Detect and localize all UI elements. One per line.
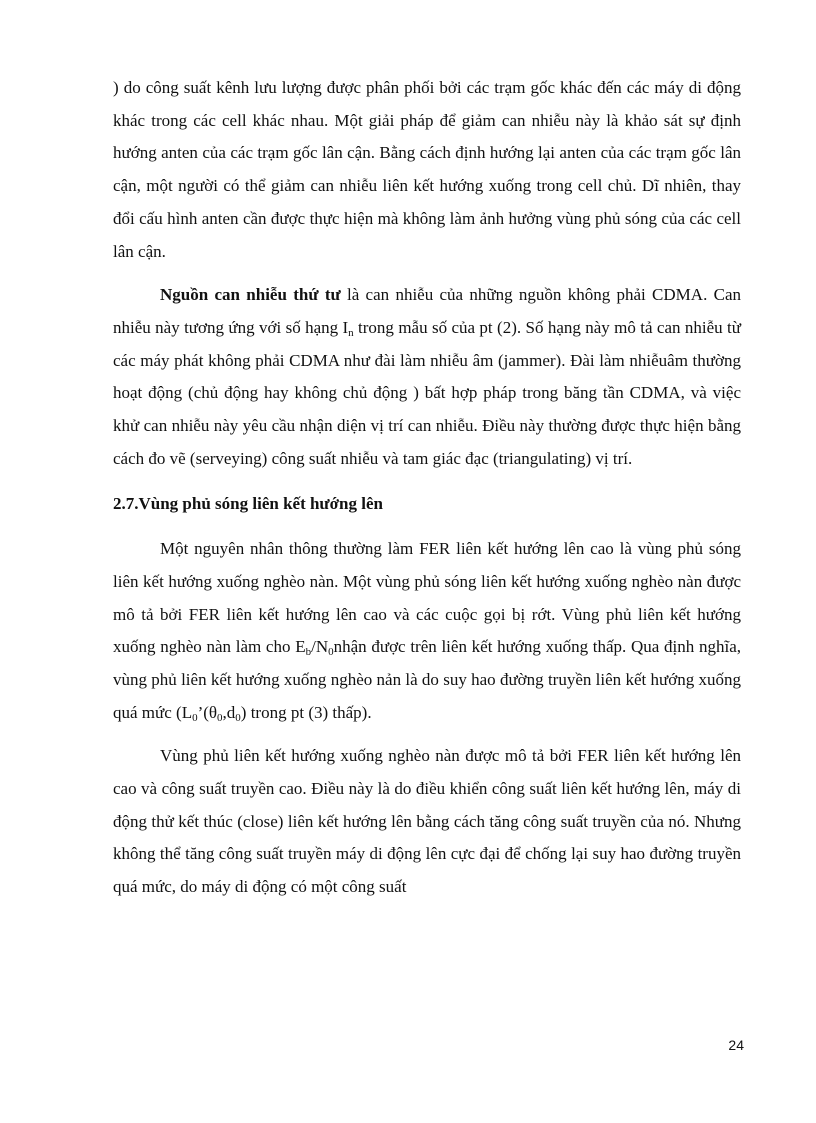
paragraph-poor-downlink-coverage: Vùng phủ liên kết hướng xuống nghèo nàn được mô tả bởi FER liên kết hướng lên cao và công suất truyền cao. Điều này là do điều khiển công suất liên kết hướng lên, máy di động thử kết thúc (close) liên kết hướng lên bằng cách tăng công suất truyền của nó. Nhưng không thể tăng công suất truyền máy di động lên cực đại để chống lại suy hao đường truyền quá mức, do máy di động có một công suất xyxy=(113,746,741,897)
p3-text-c: ’(θ xyxy=(197,702,218,722)
page-body xyxy=(113,72,741,904)
paragraph-interference-cells: ) do công suất kênh lưu lượng được phân phối bởi các trạm gốc khác đến các máy di động khác trong các cell khác nhau. Một giải pháp để giảm can nhiễu này là khảo sát sự định hướng anten của các trạm gốc lân cận. Bằng cách định hướng lại anten của các trạm gốc lân cận, một người có thể giảm can nhiễu liên kết hướng xuống trong cell chủ. Dĩ nhiên, thay đổi cấu hình anten cần được thực hiện mà không làm ảnh hưởng vùng phủ sóng của các cell lân cận. xyxy=(113,78,741,261)
paragraph-fourth-interference-source xyxy=(113,279,741,475)
subscript-n: n xyxy=(348,326,354,339)
p3-slash-n: /N xyxy=(311,637,329,657)
section-heading: 2.7.Vùng phủ sóng liên kết hướng lên xyxy=(113,494,383,514)
p3-text-e: ) trong pt (3) thấp). xyxy=(240,702,372,722)
subscript-b: b xyxy=(305,646,312,659)
p3-text-b: nhận được trên liên kết hướng xuống thấp. Qua định nghĩa, vùng phủ liên kết hướng xuống nghèo nản là do suy hao đường truyền liên kết hướng xuống quá mức (L xyxy=(113,637,741,722)
page-number: 24 xyxy=(728,1037,744,1053)
bold-lead-fourth-source: Nguồn can nhiễu thứ tư xyxy=(160,285,341,305)
subscript-0-b: 0 xyxy=(192,711,198,724)
p3-text-d: ,d xyxy=(222,702,236,722)
p3-text-a: Một nguyên nhân thông thường làm FER liên kết hướng lên cao là vùng phủ sóng liên kết hướng xuống nghèo nàn. Một vùng phủ sóng liên kết hướng xuống nghèo nàn được mô tả bởi FER liên kết hướng lên cao và các cuộc gọi bị rớt. Vùng phủ liên kết hướng xuống nghèo nàn làm cho E xyxy=(113,539,741,657)
subscript-0-d: 0 xyxy=(235,711,241,724)
p2-text-b: trong mẫu số của pt (2). Số hạng này mô tả can nhiễu từ các máy phát không phải CDMA như đài làm nhiễu âm (jammer). Đài làm nhiễuâm thường hoạt động (chủ động hay không chủ động ) bất hợp pháp trong băng tần CDMA, và việc khử can nhiễu này yêu cầu nhận diện vị trí can nhiễu. Điều này thường được thực hiện bằng cách đo vẽ (serveying) công suất nhiễu và tam giác đạc (triangulating) vị trí. xyxy=(113,317,741,468)
subscript-0-a: 0 xyxy=(328,646,334,659)
p2-text-a: là can nhiễu của những nguồn không phải CDMA. Can nhiễu này tương ứng với số hạng I xyxy=(113,285,741,337)
subscript-0-c: 0 xyxy=(217,711,223,724)
paragraph-uplink-fer-cause xyxy=(113,533,741,729)
